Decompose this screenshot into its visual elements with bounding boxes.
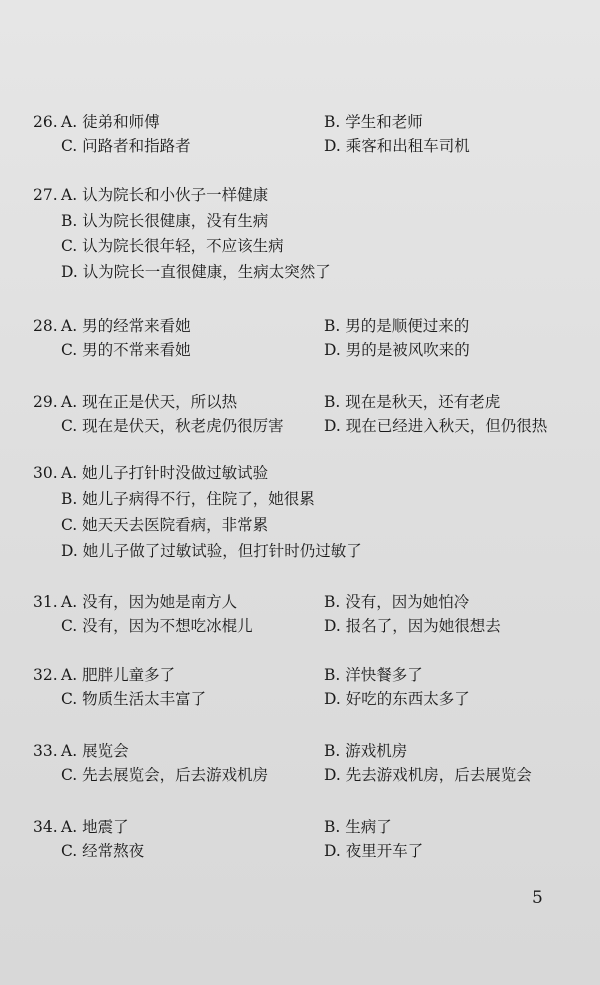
option-a[interactable]: A. 肥胖儿童多了: [61, 666, 176, 684]
option-c[interactable]: C. 认为院长很年轻，不应该生病: [61, 237, 284, 255]
option-row: [33, 183, 573, 209]
option-d[interactable]: D. 她儿子做了过敏试验，但打针时仍过敏了: [61, 542, 362, 560]
option-b[interactable]: B. 认为院长很健康，没有生病: [61, 211, 269, 230]
option-b[interactable]: B. 游戏机房: [324, 742, 408, 760]
option-b[interactable]: B. 生病了: [324, 818, 392, 836]
option-b[interactable]: B. 没有，因为她怕冷: [324, 593, 470, 611]
question-29: [33, 390, 573, 438]
question-number: 29.: [33, 393, 58, 411]
question-28: [33, 314, 573, 362]
option-d[interactable]: D. 男的是被风吹来的: [324, 341, 470, 359]
question-34: [33, 815, 573, 863]
option-d[interactable]: D. 先去游戏机房，后去展览会: [324, 766, 532, 784]
option-row: [33, 209, 573, 235]
option-a[interactable]: A. 男的经常来看她: [61, 317, 191, 335]
option-row: [33, 487, 573, 513]
option-a[interactable]: A. 认为院长和小伙子一样健康: [61, 186, 269, 204]
option-c[interactable]: C. 物质生活太丰富了: [61, 690, 207, 708]
option-d[interactable]: D. 报名了，因为她很想去: [324, 617, 501, 635]
question-number: 34.: [33, 818, 58, 836]
option-row: [33, 513, 573, 539]
option-a[interactable]: A. 地震了: [61, 818, 129, 836]
option-b[interactable]: B. 她儿子病得不行，住院了，她很累: [61, 490, 315, 508]
option-a[interactable]: A. 没有，因为她是南方人: [61, 593, 238, 611]
question-number: 30.: [33, 464, 58, 482]
option-d[interactable]: D. 夜里开车了: [324, 842, 424, 860]
question-31: [33, 590, 573, 638]
option-c[interactable]: C. 经常熬夜: [61, 842, 145, 860]
option-a[interactable]: A. 徒弟和师傅: [61, 113, 160, 131]
page-number: 5: [532, 888, 543, 908]
option-d[interactable]: D. 乘客和出租车司机: [324, 137, 470, 155]
option-row: [33, 260, 573, 286]
option-c[interactable]: C. 现在是伏天，秋老虎仍很厉害: [61, 417, 284, 435]
option-row: [33, 414, 573, 438]
question-number: 26.: [33, 113, 58, 131]
question-number: 33.: [33, 742, 58, 760]
option-row: [33, 314, 573, 338]
option-row: [33, 590, 573, 614]
question-27: [33, 183, 573, 285]
option-b[interactable]: B. 现在是秋天，还有老虎: [324, 393, 501, 411]
option-row: [33, 763, 573, 787]
question-number: 31.: [33, 593, 58, 611]
question-number: 32.: [33, 666, 58, 684]
option-row: [33, 687, 573, 711]
option-row: [33, 390, 573, 414]
question-32: [33, 663, 573, 711]
question-number: 28.: [33, 317, 58, 335]
question-33: [33, 739, 573, 787]
option-row: [33, 839, 573, 863]
question-30: [33, 461, 573, 565]
option-b[interactable]: B. 洋快餐多了: [324, 666, 423, 684]
option-c[interactable]: C. 没有，因为不想吃冰棍儿: [61, 617, 253, 635]
option-c[interactable]: C. 她天天去医院看病，非常累: [61, 516, 269, 534]
option-row: [33, 539, 573, 565]
option-d[interactable]: D. 现在已经进入秋天，但仍很热: [324, 417, 548, 435]
option-row: [33, 614, 573, 638]
option-row: [33, 461, 573, 487]
option-row: [33, 110, 573, 134]
option-row: [33, 234, 573, 260]
option-row: [33, 739, 573, 763]
option-c[interactable]: C. 先去展览会，后去游戏机房: [61, 766, 269, 784]
option-a[interactable]: A. 展览会: [61, 742, 129, 760]
option-a[interactable]: A. 她儿子打针时没做过敏试验: [61, 464, 269, 482]
option-b[interactable]: B. 男的是顺便过来的: [324, 317, 470, 335]
option-row: [33, 134, 573, 158]
option-b[interactable]: B. 学生和老师: [324, 113, 423, 131]
option-c[interactable]: C. 问路者和指路者: [61, 137, 191, 155]
question-number: 27.: [33, 186, 58, 204]
option-a[interactable]: A. 现在正是伏天，所以热: [61, 393, 238, 411]
option-d[interactable]: D. 好吃的东西太多了: [324, 690, 470, 708]
option-row: [33, 663, 573, 687]
option-row: [33, 338, 573, 362]
question-26: [33, 110, 573, 158]
option-d[interactable]: D. 认为院长一直很健康，生病太突然了: [61, 262, 331, 281]
option-c[interactable]: C. 男的不常来看她: [61, 341, 191, 359]
option-row: [33, 815, 573, 839]
